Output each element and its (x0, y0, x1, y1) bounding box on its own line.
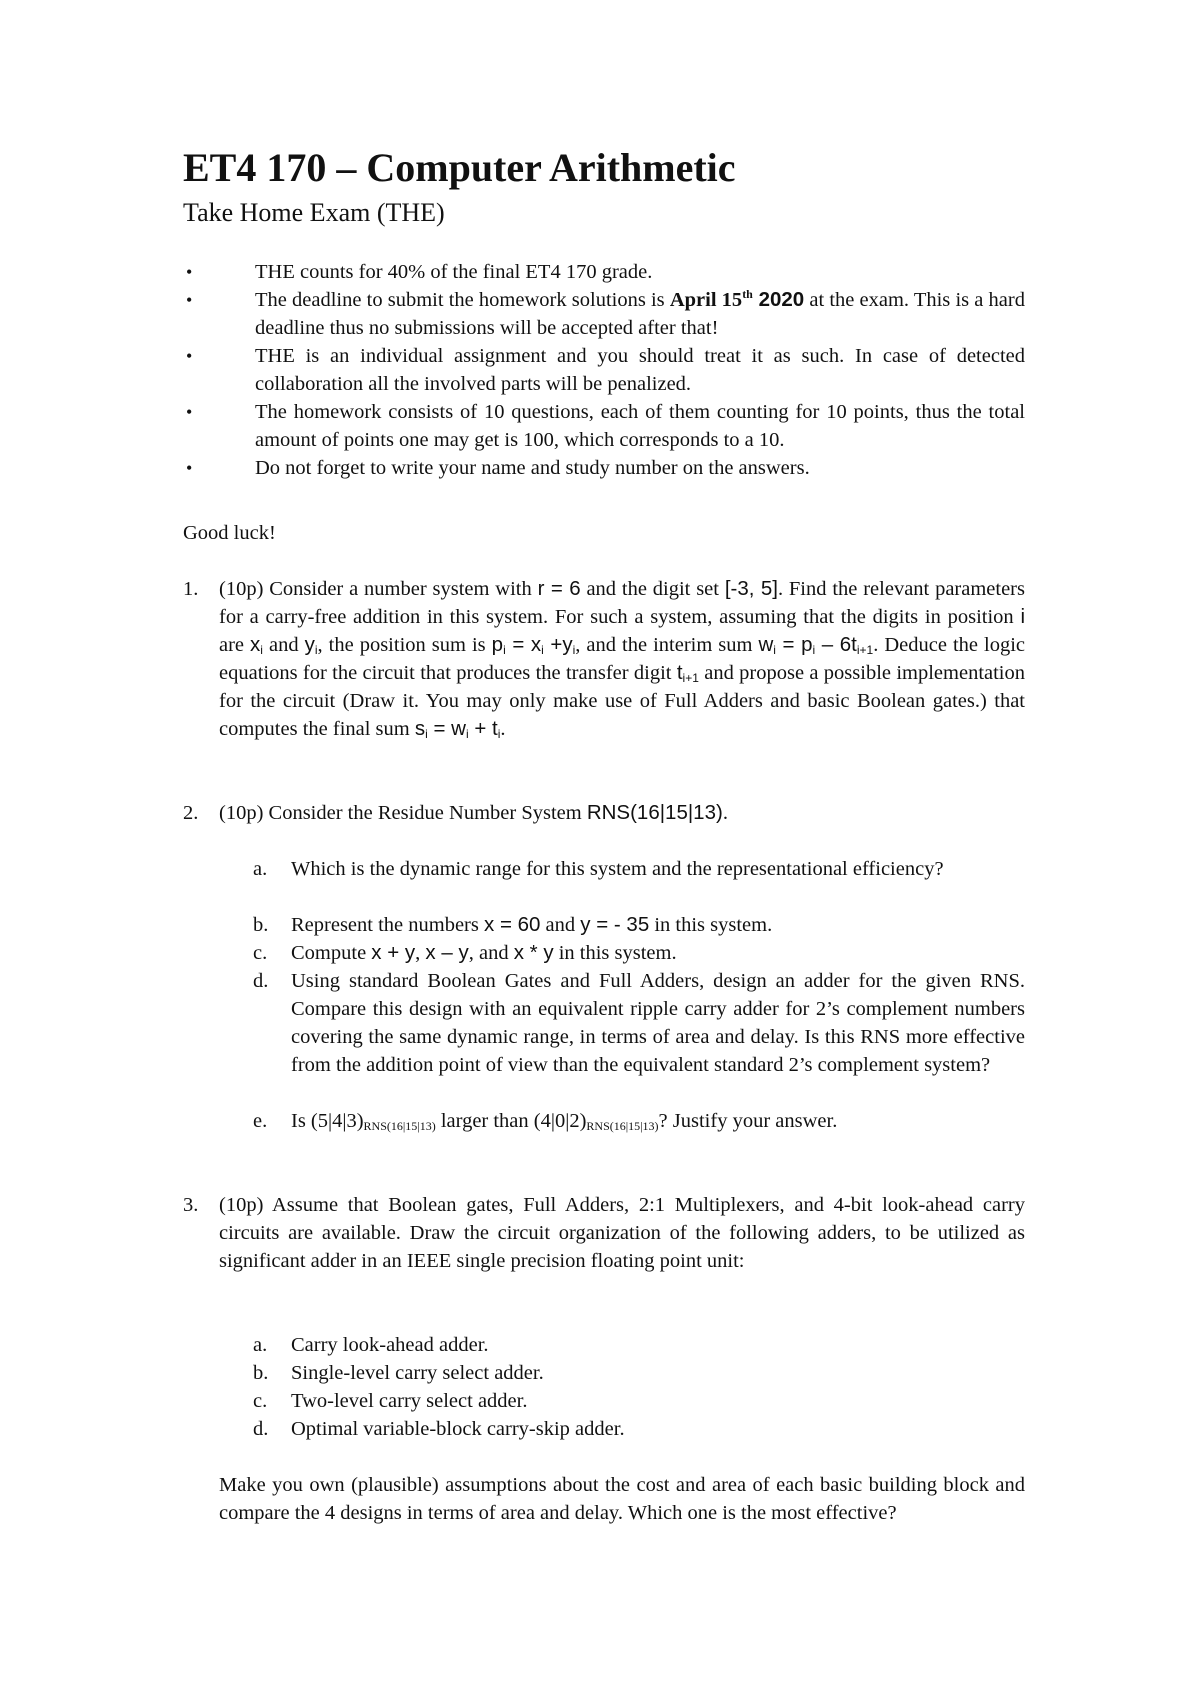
rule-item: Do not forget to write your name and study number on the answers. (255, 457, 810, 479)
question-3-closing: Make you own (plausible) assumptions about the cost and area of each basic building block and compare the 4 designs in terms of area and delay. Which one is the most effective? (219, 1474, 1025, 1524)
rule-item: THE counts for 40% of the final ET4 170 grade. (255, 261, 653, 283)
question-2e: Is (5|4|3)RNS(16|15|13) larger than (4|0|2)RNS(16|15|13)? Justify your answer. (291, 1110, 838, 1133)
question-3-intro: (10p) Assume that Boolean gates, Full Adders, 2:1 Multiplexers, and 4-bit look-ahead carry circuits are available. Draw the circuit organization of the following adders, to be utilized as significant adder in an IEEE single precision floating point unit: (219, 1194, 1025, 1272)
question-3b: Single-level carry select adder. (291, 1362, 544, 1384)
question-2-intro: (10p) Consider the Residue Number System RNS(16|15|13). (219, 801, 728, 824)
question-2a: Which is the dynamic range for this system and the representational efficiency? (291, 858, 944, 880)
item-letter: d. (253, 1418, 269, 1440)
question-2c: Compute x + y, x – y, and x * y in this system. (291, 941, 677, 964)
question-3c: Two-level carry select adder. (291, 1390, 528, 1412)
question-number: 3. (183, 1194, 199, 1216)
rule-item: The homework consists of 10 questions, each of them counting for 10 points, thus the total amount of points one may get is 100, which corresponds to a 10. (255, 401, 1025, 451)
bullet-icon: • (186, 346, 193, 366)
rules-list (255, 258, 1025, 482)
page-title: ET4 170 – Computer Arithmetic (183, 145, 736, 190)
question-1: (10p) Consider a number system with r = 6 and the digit set [-3, 5]. Find the relevant parameters for a carry-free addition in this system. For such a system, assuming that the digits in position i are $x_i$ and $y_i$, the position sum is $p_i = x_i +y_i$, and the interim sum $w_i = p_i - 6t_{i+1}$. Deduce the logic equations for the circuit that produces the transfer digit $t_{i+1}$ and propose a possible implementation for the circuit (Draw it. You may only make use of Full Adders and basic Boolean gates.) that computes the final sum $s_i = w_i + t_i$. (219, 577, 1026, 741)
question-3d: Optimal variable-block carry-skip adder. (291, 1418, 625, 1440)
good-luck-text: Good luck! (183, 522, 276, 544)
question-2b: Represent the numbers x = 60 and y = - 35 in this system. (291, 913, 773, 936)
item-letter: a. (253, 858, 268, 880)
rule-item-deadline: The deadline to submit the homework solutions is April 15th 2020 at the exam. This is a hard deadline thus no submissions will be accepted after that! (255, 287, 1025, 339)
bullet-icon: • (186, 290, 193, 310)
bullet-icon: • (186, 262, 193, 282)
item-letter: a. (253, 1334, 268, 1356)
item-letter: d. (253, 970, 269, 992)
item-letter: b. (253, 914, 269, 936)
item-letter: c. (253, 1390, 268, 1412)
bullet-icon: • (186, 402, 193, 422)
rule-item: THE is an individual assignment and you should treat it as such. In case of detected collaboration all the involved parts will be penalized. (255, 345, 1025, 395)
bullet-icon: • (186, 458, 193, 478)
page-subtitle: Take Home Exam (THE) (183, 198, 445, 227)
item-letter: e. (253, 1110, 268, 1132)
item-letter: b. (253, 1362, 269, 1384)
question-2d: Using standard Boolean Gates and Full Adders, design an adder for the given RNS. Compare this design with an equivalent ripple carry adder for 2’s complement numbers covering the same dynamic range, in terms of area and delay. Is this RNS more effective from the addition point of view than the equivalent standard 2’s complement system? (291, 970, 1025, 1076)
question-3a: Carry look-ahead adder. (291, 1334, 489, 1356)
question-number: 2. (183, 802, 199, 824)
question-number: 1. (183, 578, 199, 600)
item-letter: c. (253, 942, 268, 964)
